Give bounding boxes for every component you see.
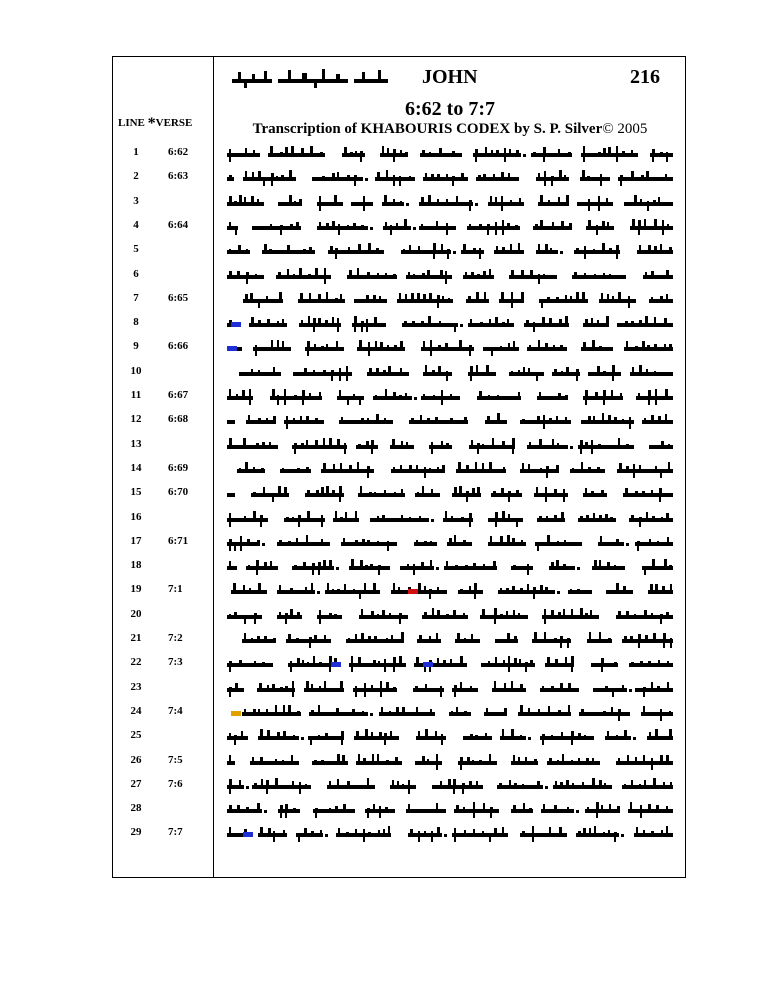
table-row — [113, 821, 685, 845]
syriac-text-line — [223, 409, 675, 431]
verse-number: 7:1 — [168, 583, 183, 596]
verse-number: 7:7 — [168, 826, 183, 839]
syriac-text-line — [223, 142, 675, 164]
table-row — [113, 457, 685, 481]
verse-number: 7:3 — [168, 656, 183, 669]
verse-number: 6:66 — [168, 340, 189, 353]
syriac-text-line — [223, 798, 675, 820]
syriac-text-line — [223, 774, 675, 796]
line-number: 12 — [130, 413, 142, 426]
syriac-text-line — [223, 507, 675, 529]
table-row — [113, 238, 685, 262]
book-title: JOHN — [422, 66, 478, 88]
syriac-script-icon — [223, 458, 675, 480]
table-row — [113, 481, 685, 505]
verse-number: 6:65 — [168, 291, 189, 304]
verse-number: 6:63 — [168, 170, 189, 183]
syriac-text-line — [223, 288, 675, 310]
transcription-credit: Transcription of KHABOURIS CODEX by S. P. Silver© 2005 — [252, 121, 648, 137]
column-header: LINE *VERSE — [118, 115, 193, 132]
line-number: 20 — [130, 607, 142, 620]
table-row — [113, 165, 685, 189]
line-number: 19 — [130, 583, 142, 596]
line-number: 13 — [130, 437, 142, 450]
table-row — [113, 651, 685, 675]
syriac-text-line — [223, 652, 675, 674]
line-number: 14 — [130, 461, 142, 474]
table-row — [113, 724, 685, 748]
table-row — [113, 506, 685, 530]
syriac-text-line — [223, 239, 675, 261]
syriac-title — [230, 66, 390, 90]
table-row — [113, 190, 685, 214]
syriac-text-line — [223, 166, 675, 188]
syriac-text-line — [223, 750, 675, 772]
syriac-text-line — [223, 191, 675, 213]
syriac-text-line — [223, 725, 675, 747]
syriac-script-icon — [223, 264, 675, 286]
syriac-script-icon — [223, 822, 675, 844]
table-row — [113, 749, 685, 773]
line-number: 24 — [130, 704, 142, 717]
verse-number: 6:71 — [168, 534, 189, 547]
syriac-script-icon — [223, 579, 675, 601]
table-row — [113, 627, 685, 651]
syriac-script-icon — [223, 142, 675, 164]
syriac-script-icon — [223, 361, 675, 383]
syriac-script-icon — [223, 507, 675, 529]
syriac-script-icon — [223, 409, 675, 431]
syriac-text-line — [223, 361, 675, 383]
syriac-script-icon — [223, 166, 675, 188]
syriac-script-icon — [223, 336, 675, 358]
verse-number: 7:6 — [168, 777, 183, 790]
verse-number: 6:64 — [168, 218, 189, 231]
verse-number: 7:4 — [168, 704, 183, 717]
line-number: 26 — [130, 753, 142, 766]
syriac-text-line — [223, 458, 675, 480]
table-row — [113, 141, 685, 165]
table-row — [113, 335, 685, 359]
syriac-script-icon — [223, 288, 675, 310]
table-row — [113, 554, 685, 578]
line-number: 11 — [130, 389, 142, 401]
line-number: 17 — [130, 534, 142, 547]
syriac-script-icon — [223, 239, 675, 261]
table-row — [113, 676, 685, 700]
syriac-text-line — [223, 215, 675, 237]
verse-range: 6:62 to 7:7 — [405, 98, 495, 120]
syriac-text-line — [223, 604, 675, 626]
line-number: 5 — [133, 243, 139, 256]
line-number: 10 — [130, 364, 142, 377]
syriac-script-icon — [223, 677, 675, 699]
table-row — [113, 797, 685, 821]
line-number: 28 — [130, 802, 142, 815]
syriac-script-icon — [223, 652, 675, 674]
syriac-title-icon — [230, 66, 390, 90]
syriac-text-line — [223, 264, 675, 286]
syriac-text-line — [223, 434, 675, 456]
syriac-script-icon — [223, 385, 675, 407]
syriac-script-icon — [223, 725, 675, 747]
verse-number: 7:5 — [168, 753, 183, 766]
syriac-text-line — [223, 531, 675, 553]
line-number: 6 — [133, 267, 139, 280]
syriac-text-line — [223, 312, 675, 334]
syriac-script-icon — [223, 215, 675, 237]
line-number: 4 — [133, 218, 139, 231]
table-row — [113, 433, 685, 457]
syriac-script-icon — [223, 555, 675, 577]
page-number: 216 — [630, 66, 660, 88]
verse-number: 7:2 — [168, 632, 183, 644]
syriac-text-line — [223, 579, 675, 601]
table-row — [113, 408, 685, 432]
verse-number: 6:67 — [168, 389, 189, 401]
table-row — [113, 700, 685, 724]
syriac-text-line — [223, 822, 675, 844]
syriac-script-icon — [223, 774, 675, 796]
line-number: 2 — [133, 170, 139, 183]
syriac-script-icon — [223, 750, 675, 772]
line-number: 1 — [133, 146, 139, 158]
syriac-text-line — [223, 555, 675, 577]
line-number: 3 — [133, 194, 139, 207]
line-number: 16 — [130, 510, 142, 523]
line-number: 22 — [130, 656, 142, 669]
line-number: 27 — [130, 777, 142, 790]
table-row — [113, 578, 685, 602]
line-number: 23 — [130, 680, 142, 693]
syriac-script-icon — [223, 531, 675, 553]
syriac-script-icon — [223, 701, 675, 723]
table-row — [113, 530, 685, 554]
table-row — [113, 773, 685, 797]
table-row — [113, 287, 685, 311]
verse-number: 6:70 — [168, 486, 189, 499]
table-row — [113, 603, 685, 627]
line-number: 18 — [130, 559, 142, 572]
syriac-script-icon — [223, 434, 675, 456]
syriac-script-icon — [223, 604, 675, 626]
syriac-text-line — [223, 385, 675, 407]
table-row — [113, 214, 685, 238]
line-number: 25 — [130, 729, 142, 742]
table-row — [113, 360, 685, 384]
table-row — [113, 384, 685, 408]
syriac-script-icon — [223, 482, 675, 504]
syriac-script-icon — [223, 798, 675, 820]
verse-number: 6:68 — [168, 413, 189, 426]
line-number: 15 — [130, 486, 142, 499]
syriac-text-line — [223, 701, 675, 723]
line-number: 21 — [130, 632, 142, 644]
line-number: 7 — [133, 291, 139, 304]
syriac-script-icon — [223, 191, 675, 213]
syriac-text-line — [223, 336, 675, 358]
verse-number: 6:69 — [168, 461, 189, 474]
verse-number: 6:62 — [168, 146, 189, 158]
syriac-text-line — [223, 482, 675, 504]
syriac-text-line — [223, 677, 675, 699]
syriac-script-icon — [223, 312, 675, 334]
syriac-text-line — [223, 628, 675, 650]
line-number: 9 — [133, 340, 139, 353]
line-number: 29 — [130, 826, 142, 839]
syriac-script-icon — [223, 628, 675, 650]
line-number: 8 — [133, 316, 139, 329]
table-row — [113, 263, 685, 287]
table-row — [113, 311, 685, 335]
